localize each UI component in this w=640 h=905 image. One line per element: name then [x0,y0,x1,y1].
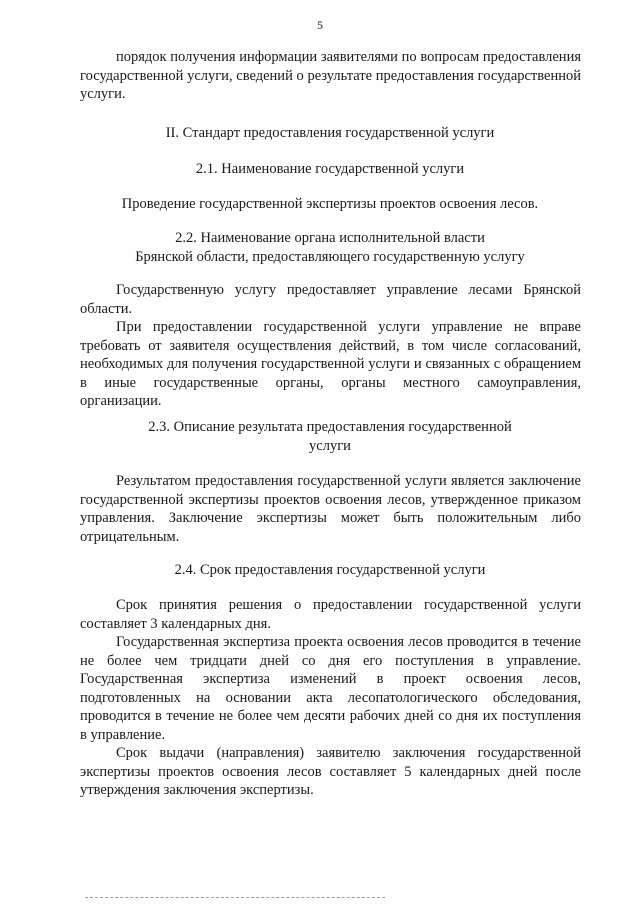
page-number: 5 [317,18,323,32]
heading-2-3-line2: услуги [309,437,351,454]
heading-2-3 [0,418,640,455]
paragraph-2-1: Проведение государственной экспертизы проектов освоения лесов. [121,196,539,212]
footer-rule [85,897,385,898]
section-2-3-body [80,472,581,546]
paragraph-2-2-1: Государственную услугу предоставляет управление лесами Брянской области. [80,282,581,317]
intro-paragraph: порядок получения информации заявителями по вопросам предоставления государственной услуги, сведений о результате предоставления государственной услуги. [80,49,581,102]
heading-2-1: 2.1. Наименование государственной услуги [195,161,465,177]
paragraph-2-4-1: Срок принятия решения о предоставлении государственной услуги составляет 3 календарных дня. [80,597,581,632]
paragraph-2-4-2: Государственная экспертиза проекта освоения лесов проводится в течение не более чем тридцати дней со дня его поступления в управление. Государственная экспертиза изменений в проект освоения лесов, подготовленных на основании акта лесопатологического обследования, проводится в течение не более чем десяти рабочих дней со дня их поступления в управление. [80,634,581,743]
heading-2-4: 2.4. Срок предоставления государственной услуги [174,562,486,578]
heading-2-3-line1: 2.3. Описание результата предоставления государственной [148,419,512,435]
paragraph-2-3-1: Результатом предоставления государственной услуги является заключение государственной экспертизы проектов освоения лесов, утвержденное приказом управления. Заключение экспертизы может быть положительным либо отрицательным. [80,473,581,545]
section-2-4-body [80,596,581,800]
paragraph-2-2-2: При предоставлении государственной услуги управление не вправе требовать от заявителя осуществления действий, в том числе согласований, необходимых для получения государственной услуги и связанных с обращением в иные государственные органы, органы местного самоуправления, организации. [80,319,581,409]
section-title: II. Стандарт предоставления государственной услуги [165,125,495,141]
heading-2-2 [0,229,640,266]
paragraph-2-4-3: Срок выдачи (направления) заявителю заключения государственной экспертизы проектов освоения лесов составляет 5 календарных дней после утверждения заключения экспертизы. [80,745,581,798]
section-2-2-body [80,281,581,411]
heading-2-2-line1: 2.2. Наименование органа исполнительной власти [175,230,485,246]
heading-2-2-line2: Брянской области, предоставляющего государственную услугу [135,248,525,265]
intro-block [80,48,581,104]
